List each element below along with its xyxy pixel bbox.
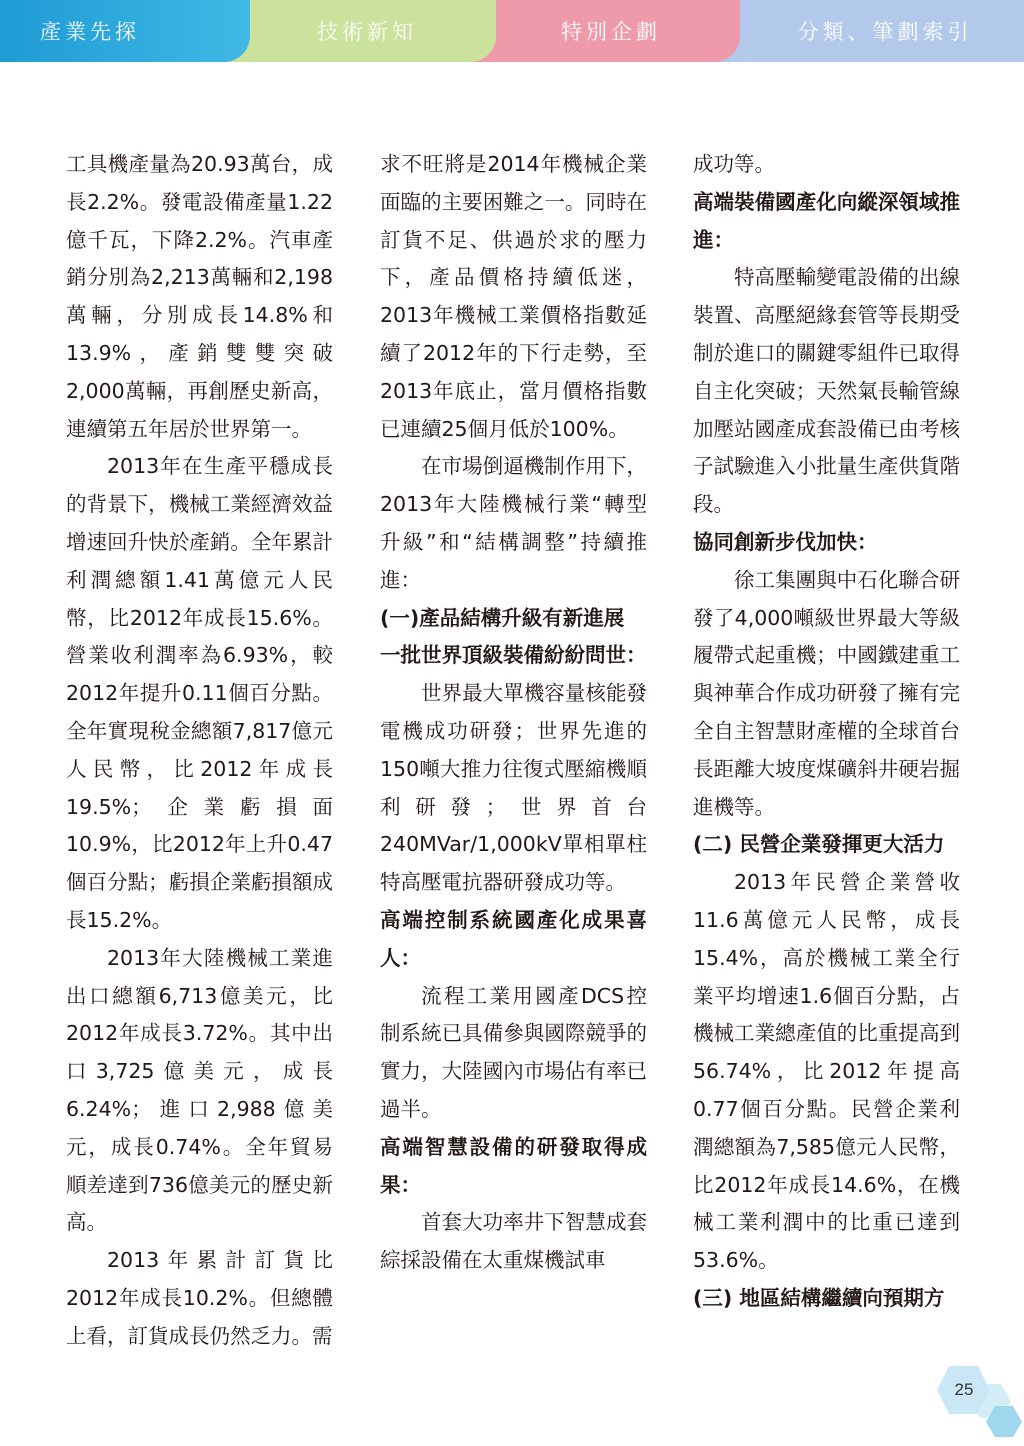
section-heading: (一)產品結構升級有新進展 [380,605,625,630]
page-number-badge [935,1366,1024,1446]
subheading: 高端智慧設備的研發取得成果： [380,1134,647,1197]
paragraph: 徐工集團與中石化聯合研發了4,000噸級世界最大等級履帶式起重機；中國鐵建重工與神華合作成功研發了擁有完全自主智慧財產權的全球首台長距離大坡度煤礦斜井硬岩掘進機等。 [693,567,960,819]
section-heading: (二) 民營企業發揮更大活力 [693,832,945,857]
paragraph: 求不旺將是2014年機械企業面臨的主要困難之一。同時在訂貨不足、供過於求的壓力下，產品價格持續低迷，2013年機械工業價格指數延續了2012年的下行走勢，至2013年底止，當月價格指數已連續25個月低於100%。 [380,152,647,441]
paragraph: 成功等。 [693,152,775,176]
text-column-3 [693,146,960,1318]
tab-industry-exploration[interactable]: 產業先探 [0,0,250,62]
tab-index[interactable]: 分類、筆劃索引 [706,0,1024,62]
paragraph: 流程工業用國產DCS控制系統已具備參與國際競爭的實力，大陸國內市場佔有率已過半。 [380,983,647,1121]
paragraph: 2013年大陸機械工業進出口總額6,713億美元，比2012年成長3.72%。其中出口3,725億美元，成長6.24%；進口2,988億美元，成長0.74%。全年貿易順差達到736億美元的歷史新高。 [66,945,333,1235]
paragraph: 2013年民營企業營收11.6萬億元人民幣，成長15.4%，高於機械工業全行業平均增速1.6個百分點，占機械工業總產值的比重提高到56.74%，比2012年提高0.77個百分點。民營企業利潤總額為7,585億元人民幣，比2012年成長14.6%，在機械工業利潤中的比重已達到53.6%。 [693,870,960,1273]
paragraph: 在市場倒逼機制作用下，2013年大陸機械行業“轉型升級”和“結構調整”持續推進： [380,454,647,592]
paragraph: 2013年累計訂貨比2012年成長10.2%。但總體上看，訂貨成長仍然乏力。需 [66,1248,333,1348]
hexagon-icon [935,1366,1024,1437]
tab-technology-news[interactable]: 技術新知 [218,0,496,62]
section-heading: (三) 地區結構繼續向預期方 [693,1285,945,1310]
paragraph: 工具機產量為20.93萬台，成長2.2%。發電設備產量1.22億千瓦，下降2.2%。汽車產銷分別為2,213萬輛和2,198萬輛，分別成長14.8%和13.9%，產銷雙雙突破2,000萬輛，再創歷史新高，連續第五年居於世界第一。 [66,152,333,441]
paragraph: 特高壓輸變電設備的出線裝置、高壓絕緣套管等長期受制於進口的關鍵零組件已取得自主化突破；天然氣長輸管線加壓站國產成套設備已由考核子試驗進入小批量生產供貨階段。 [693,265,960,517]
subheading: 協同創新步伐加快： [693,529,878,554]
paragraph: 首套大功率井下智慧成套綜採設備在太重煤機試車 [380,1210,647,1273]
page-number: 25 [954,1380,974,1399]
paragraph: 2013年在生產平穩成長的背景下，機械工業經濟效益增速回升快於產銷。全年累計利潤總額1.41萬億元人民幣，比2012年成長15.6%。營業收利潤率為6.93%，較2012年提升0.11個百分點。全年實現稅金總額7,817億元人民幣，比2012年成長19.5%；企業虧損面10.9%，比2012年上升0.47個百分點；虧損企業虧損額成長15.2%。 [66,454,333,932]
subheading: 高端控制系統國產化成果喜人： [380,907,647,970]
text-column-1 [66,146,333,1356]
subheading: 一批世界頂級裝備紛紛問世： [380,643,647,668]
text-column-2 [380,146,647,1280]
paragraph: 世界最大單機容量核能發電機成功研發；世界先進的150噸大推力往復式壓縮機順利研發；世界首台240MVar/1,000kV單相單柱特高壓電抗器研發成功等。 [380,681,647,895]
subheading: 高端裝備國產化向縱深領域推進： [693,189,960,252]
section-tabs [0,0,1024,62]
tab-special-feature[interactable]: 特別企劃 [462,0,740,62]
